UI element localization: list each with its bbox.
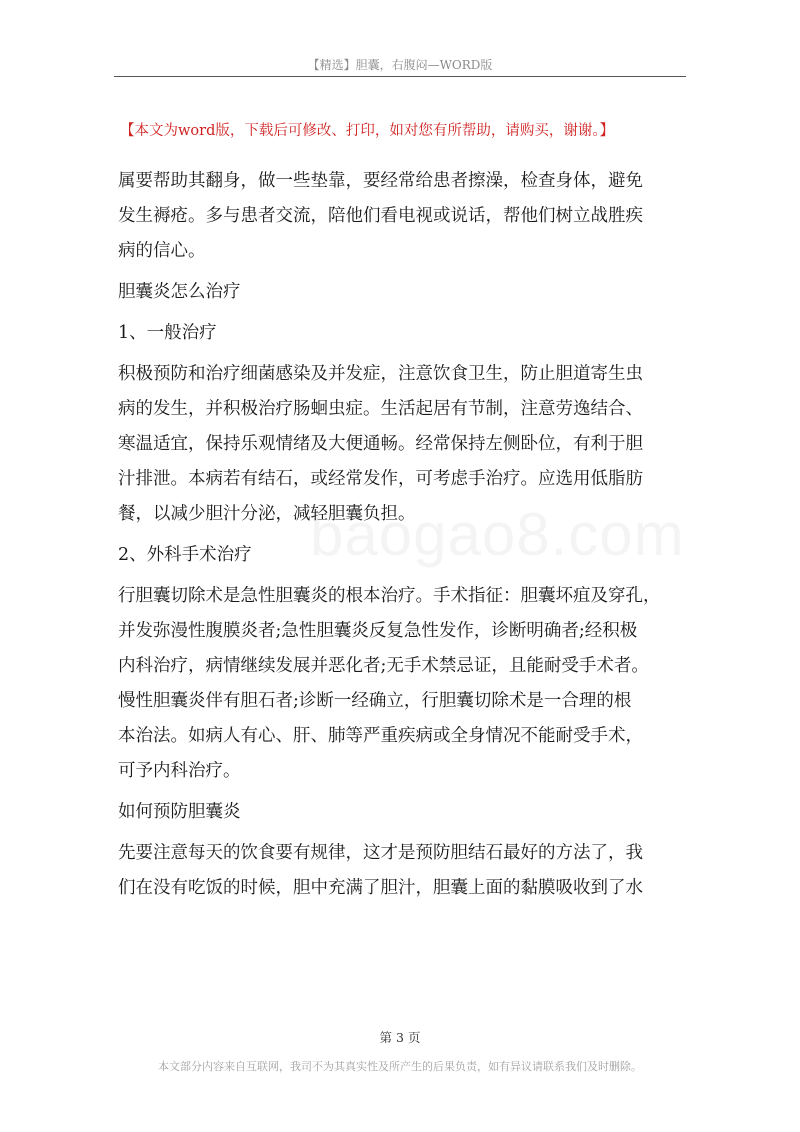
text-line: 们在没有吃饭的时候，胆中充满了胆汁，胆囊上面的黏膜吸收到了水 xyxy=(118,878,643,898)
text-line: 本治法。如病人有心、肝、肺等严重疾病或全身情况不能耐受手术， xyxy=(118,726,643,746)
text-line: 发生褥疮。多与患者交流，陪他们看电视或说话，帮他们树立战胜疾 xyxy=(118,206,643,226)
text-line: 属要帮助其翻身，做一些垫靠，要经常给患者擦澡，检查身体，避免 xyxy=(118,171,643,191)
section-heading-treatment: 胆囊炎怎么治疗 xyxy=(118,282,241,302)
text-line: 病的信心。 xyxy=(118,241,206,261)
text-line: 汁排泄。本病若有结石，或经常发作，可考虑手治疗。应选用低脂肪 xyxy=(118,469,643,489)
text-line: 餐，以减少胆汁分泌，减轻胆囊负担。 xyxy=(118,504,416,524)
paragraph-surgical-treatment xyxy=(118,579,684,789)
subheading-surgical-treatment: 2、外科手术治疗 xyxy=(118,545,252,565)
text-line: 先要注意每天的饮食要有规律，这才是预防胆结石最好的方法了，我 xyxy=(118,843,643,863)
paragraph-general-treatment xyxy=(118,357,684,532)
document-body xyxy=(118,164,684,912)
text-line: 并发弥漫性腹膜炎者;急性胆囊炎反复急性发作，诊断明确者;经积极 xyxy=(118,621,638,641)
text-line: 内科治疗，病情继续发展并恶化者;无手术禁忌证，且能耐受手术者。 xyxy=(118,656,649,676)
text-line: 可予内科治疗。 xyxy=(118,761,241,781)
text-line: 病的发生，并积极治疗肠蛔虫症。生活起居有节制，注意劳逸结合、 xyxy=(118,399,643,419)
word-version-notice: 【本文为word版，下载后可修改、打印，如对您有所帮助，请购买，谢谢。】 xyxy=(120,123,615,139)
page-number: 第 3 页 xyxy=(379,1030,421,1045)
paragraph-prevention xyxy=(118,836,684,906)
text-line: 慢性胆囊炎伴有胆石者;诊断一经确立，行胆囊切除术是一合理的根 xyxy=(118,691,632,711)
text-line: 积极预防和治疗细菌感染及并发症，注意饮食卫生，防止胆道寄生虫 xyxy=(118,364,643,384)
paragraph-care xyxy=(118,164,684,269)
footer-disclaimer: 本文部分内容来自互联网，我司不为其真实性及所产生的后果负责，如有异议请联系我们及时删除。 xyxy=(158,1060,642,1073)
section-heading-prevention: 如何预防胆囊炎 xyxy=(118,802,241,822)
text-line: 行胆囊切除术是急性胆囊炎的根本治疗。手术指征：胆囊坏疽及穿孔， xyxy=(118,586,661,606)
text-line: 寒温适宜，保持乐观情绪及大便通畅。经常保持左侧卧位，有利于胆 xyxy=(118,434,643,454)
page-header: 【精选】胆囊，右腹闷—WORD版 xyxy=(307,58,493,72)
subheading-general-treatment: 1、一般治疗 xyxy=(118,323,217,343)
header-divider xyxy=(114,76,686,77)
